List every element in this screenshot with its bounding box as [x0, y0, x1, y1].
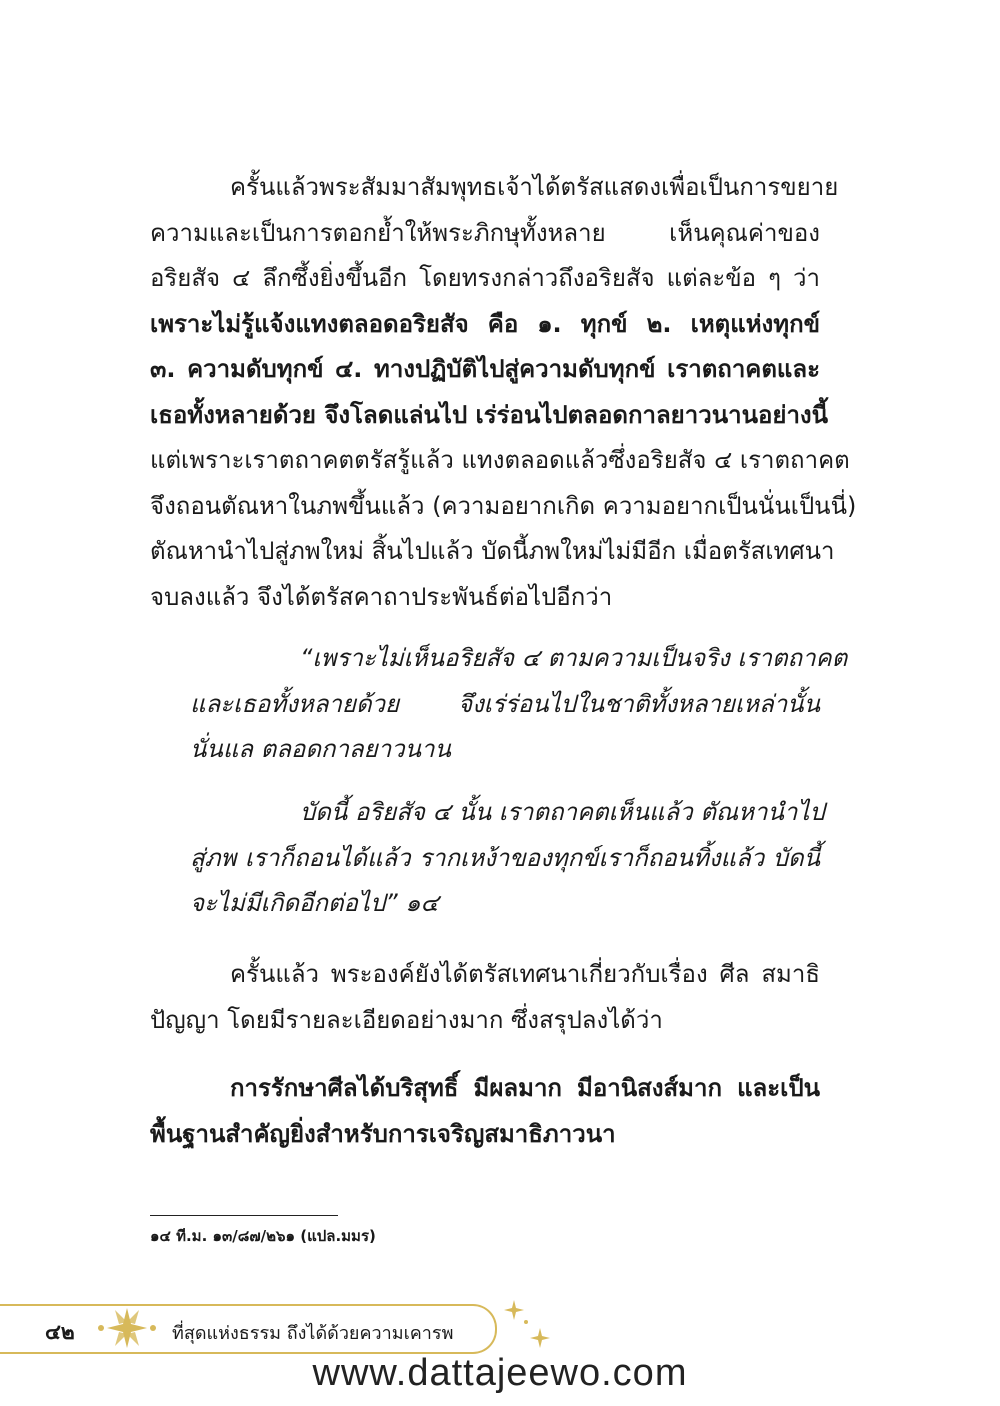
bold-text-line: เธอทั้งหลายด้วย จึงโลดแล่นไป เร่ร่อนไปตลอดกาลยาวนานอย่างนี้ [150, 400, 829, 429]
paragraph-intro [150, 165, 857, 620]
text-line: จึงถอนตัณหาในภพขึ้นแล้ว (ความอยากเกิด ความอยากเป็นนั่นเป็นนี่) [150, 491, 857, 520]
text-line: ตัณหานำไปสู่ภพใหม่ สิ้นไปแล้ว บัดนี้ภพใหม่ไม่มีอีก เมื่อตรัสเทศนา [150, 537, 835, 565]
bold-text-line: เพราะไม่รู้แจ้งแทงตลอดอริยสัจ คือ ๑. ทุกข์ ๒. เหตุแห่งทุกข์ [150, 309, 820, 338]
book-title: ที่สุดแห่งธรรม ถึงได้ด้วยความเคารพ [172, 1323, 454, 1344]
bold-text-line: การรักษาศีลได้บริสุทธิ์ มีผลมาก มีอานิสงส์มาก และเป็น [230, 1074, 820, 1102]
quote-line: และเธอทั้งหลายด้วย จึงเร่ร่อนไปในชาติทั้งหลายเหล่านั้น [190, 689, 820, 718]
sparkle-ornament-icon [500, 1298, 558, 1354]
text-line: แต่เพราะเราตถาคตตรัสรู้แล้ว แทงตลอดแล้วซึ่งอริยสัจ ๔ เราตถาคต [150, 446, 850, 474]
text-line: อริยสัจ ๔ ลึกซึ้งยิ่งขึ้นอีก โดยทรงกล่าวถึงอริยสัจ แต่ละข้อ ๆ ว่า [150, 264, 820, 292]
verse-quote-2 [150, 790, 825, 927]
footnote-divider [150, 1215, 338, 1216]
quote-line: จะไม่มีเกิดอีกต่อไป” ๑๔ [190, 889, 439, 917]
text-line: ครั้นแล้ว พระองค์ยังได้ตรัสเทศนาเกี่ยวกับเรื่อง ศีล สมาธิ [230, 960, 820, 988]
flower-ornament-icon [95, 1300, 159, 1356]
bold-text-line: พื้นฐานสำคัญยิ่งสำหรับการเจริญสมาธิภาวนา [150, 1119, 616, 1148]
quote-line: นั่นแล ตลอดกาลยาวนาน [190, 735, 451, 763]
paragraph-sila [150, 952, 820, 1043]
text-line: ความและเป็นการตอกย้ำให้พระภิกษุทั้งหลาย เห็นคุณค่าของ [150, 218, 820, 247]
quote-line: บัดนี้ อริยสัจ ๔ นั้น เราตถาคตเห็นแล้ว ตัณหานำไป [300, 798, 825, 826]
bold-text-line: ๓. ความดับทุกข์ ๔. ทางปฏิบัติไปสู่ความดับทุกข์ เราตถาคตและ [150, 355, 820, 383]
quote-line: “เพราะไม่เห็นอริยสัจ ๔ ตามความเป็นจริง เราตถาคต [300, 644, 848, 672]
text-line: ปัญญา โดยมีรายละเอียดอย่างมาก ซึ่งสรุปลงได้ว่า [150, 1005, 663, 1034]
verse-quote-1 [150, 636, 848, 773]
quote-line: สู่ภพ เราก็ถอนได้แล้ว รากเหง้าของทุกข์เราก็ถอนทิ้งแล้ว บัดนี้ [190, 843, 820, 872]
text-line: จบลงแล้ว จึงได้ตรัสคาถาประพันธ์ต่อไปอีกว่า [150, 582, 613, 611]
paragraph-summary [150, 1066, 820, 1157]
page-number: ๔๒ [45, 1320, 75, 1344]
footnote: ๑๔ ที.ม. ๑๓/๘๗/๒๖๑ (แปล.มมร) [150, 1227, 376, 1245]
website-url: www.dattajeewo.com [312, 1352, 688, 1394]
text-line: ครั้นแล้วพระสัมมาสัมพุทธเจ้าได้ตรัสแสดงเพื่อเป็นการขยาย [230, 173, 839, 201]
